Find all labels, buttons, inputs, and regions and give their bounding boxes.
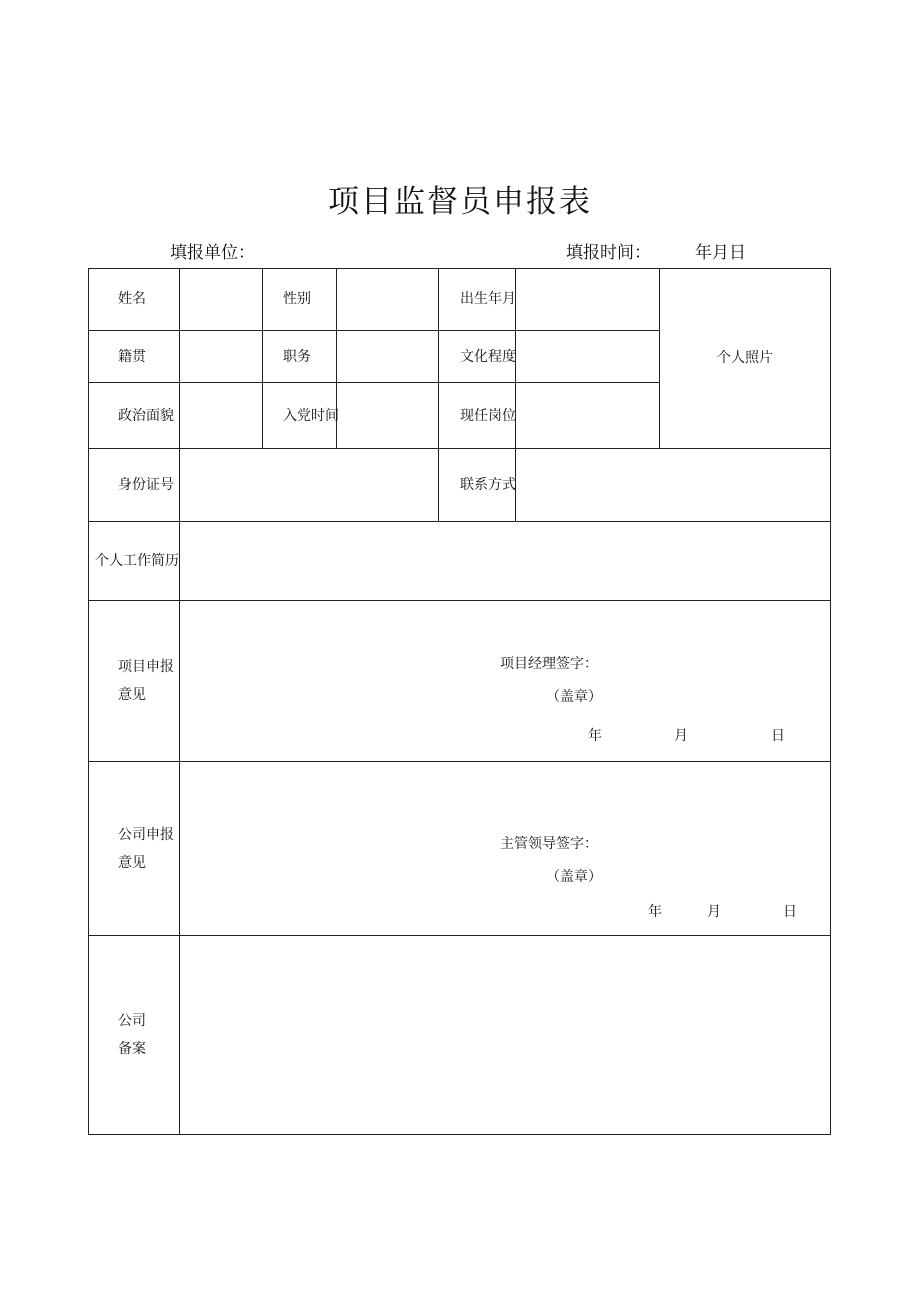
company-opinion-label: 公司申报意见 [118, 826, 174, 871]
resume-input[interactable] [180, 522, 830, 600]
project-year: 年 [588, 728, 602, 744]
birth-label: 出生年月 [460, 291, 516, 307]
project-day: 日 [771, 728, 785, 744]
company-month: 月 [707, 904, 721, 920]
unit-label: 填报单位： [170, 243, 255, 263]
native-place-label: 籍贯 [118, 348, 146, 365]
date-placeholder: 年月日 [695, 243, 746, 263]
position-label: 职务 [283, 348, 311, 365]
current-post-input[interactable] [516, 383, 659, 448]
resume-label: 个人工作简历 [95, 553, 179, 569]
id-number-label: 身份证号 [118, 477, 174, 493]
current-post-label: 现任岗位 [460, 407, 516, 424]
company-record-area[interactable] [180, 936, 830, 1134]
political-status-input[interactable] [180, 383, 262, 448]
time-label: 填报时间： [566, 243, 651, 263]
col-divider [438, 268, 439, 521]
party-date-input[interactable] [337, 383, 438, 448]
gender-input[interactable] [337, 268, 438, 330]
border-bottom [88, 1134, 831, 1135]
photo-box[interactable]: 个人照片 [717, 350, 773, 366]
name-label: 姓名 [118, 291, 146, 307]
education-label: 文化程度 [460, 348, 516, 365]
form-table [88, 268, 831, 1135]
native-place-input[interactable] [180, 331, 262, 382]
party-date-label: 入党时间 [283, 407, 339, 424]
supervisor-signature: 主管领导签字： [500, 836, 598, 852]
political-status-label: 政治面貌 [118, 407, 174, 424]
project-manager-signature: 项目经理签字： [500, 656, 598, 672]
contact-label: 联系方式 [460, 477, 516, 493]
project-seal: （盖章） [546, 689, 602, 705]
border-right [830, 268, 831, 1135]
name-input[interactable] [180, 268, 262, 330]
company-day: 日 [783, 904, 797, 920]
company-record-label: 公司备案 [118, 1013, 146, 1057]
education-input[interactable] [516, 331, 659, 382]
company-seal: （盖章） [546, 869, 602, 885]
project-month: 月 [674, 728, 688, 744]
border-left [88, 268, 89, 1135]
birth-input[interactable] [516, 268, 659, 330]
gender-label: 性别 [283, 291, 311, 307]
contact-input[interactable] [516, 449, 830, 521]
page-title: 项目监督员申报表 [328, 184, 592, 220]
company-year: 年 [648, 904, 662, 920]
project-opinion-area[interactable] [180, 601, 830, 761]
id-number-input[interactable] [180, 449, 438, 521]
position-input[interactable] [337, 331, 438, 382]
project-opinion-label: 项目申报意见 [118, 659, 174, 703]
